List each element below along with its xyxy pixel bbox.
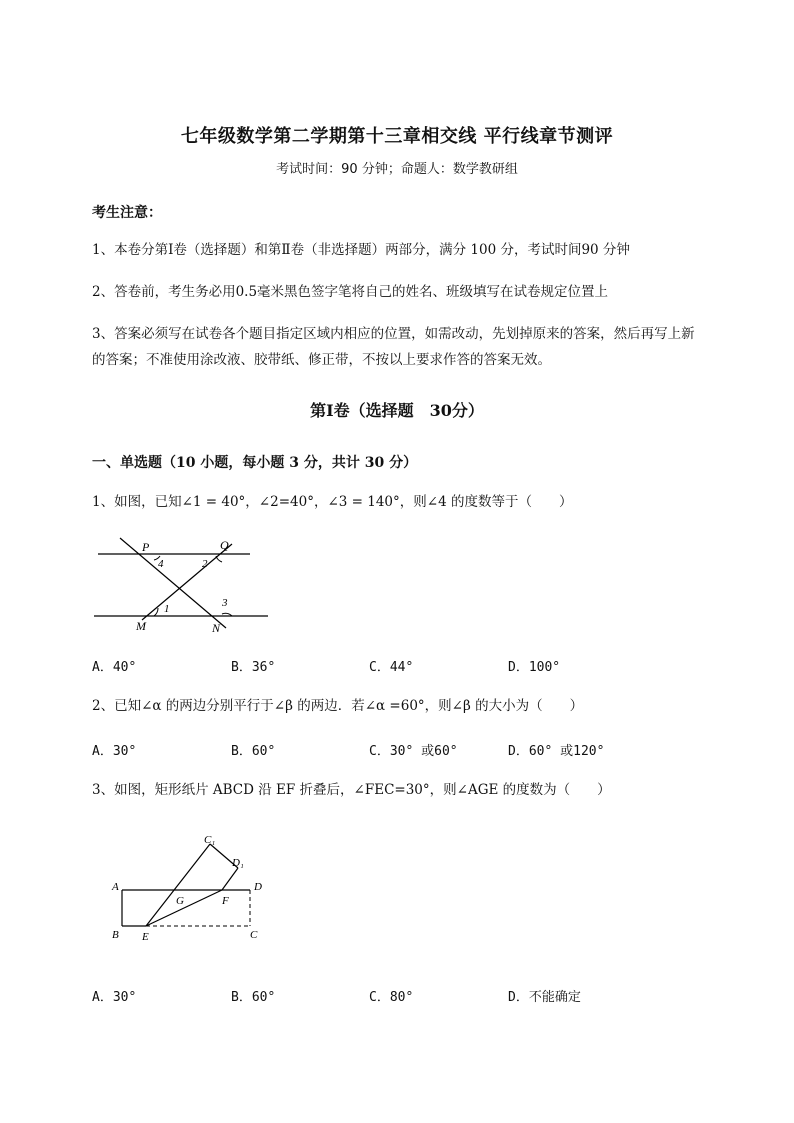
edge-ef (146, 890, 222, 926)
part-title: 一、单选题（10 小题，每小题 3 分，共计 30 分） (92, 455, 418, 471)
page-subtitle: 考试时间：90 分钟；命题人：数学教研组 (276, 162, 518, 177)
label-d: D (254, 881, 262, 893)
label-angle-1: 1 (164, 603, 170, 615)
label-angle-2: 2 (202, 558, 208, 570)
edge-ec1 (146, 844, 210, 926)
angle-2-arc (216, 556, 222, 562)
question-3-option-b[interactable]: B．60° (231, 990, 276, 1005)
question-3-figure (106, 830, 276, 946)
question-2-option-d[interactable]: D．60° 或120° (508, 744, 605, 759)
notice-item-3: 3、答案必须写在试卷各个题目指定区域内相应的位置，如需改动，先划掉原来的答案，然后再写上新 (92, 326, 695, 342)
line-mq (142, 544, 232, 620)
label-p: P (142, 540, 150, 554)
notice-item-2: 2、答卷前，考生务必用0.5毫米黑色签字笔将自己的姓名、班级填写在试卷规定位置上 (92, 284, 609, 300)
question-3-stem: 3、如图，矩形纸片 ABCD 沿 EF 折叠后，∠FEC=30°，则∠AGE 的度数为（ ） (92, 782, 611, 798)
question-1-option-a[interactable]: A．40° (92, 660, 137, 675)
question-2-option-c[interactable]: C．30° 或60° (369, 744, 458, 759)
question-2-option-b[interactable]: B．60° (231, 744, 276, 759)
label-a: A (112, 881, 119, 893)
question-1-stem: 1、如图，已知∠1 = 40°，∠2=40°，∠3 = 140°，则∠4 的度数等于（ ） (92, 494, 573, 510)
label-c: C (250, 929, 258, 941)
notice-heading: 考生注意： (92, 205, 162, 221)
line-pn (120, 538, 226, 628)
label-e: E (142, 931, 149, 943)
label-b: B (112, 929, 119, 941)
page-title: 七年级数学第二学期第十三章相交线 平行线章节测评 (180, 126, 614, 147)
notice-item-1: 1、本卷分第Ⅰ卷（选择题）和第Ⅱ卷（非选择题）两部分，满分 100 分，考试时间90 分钟 (92, 242, 630, 258)
question-1-option-b[interactable]: B．36° (231, 660, 276, 675)
section-title: 第Ⅰ卷（选择题 30分） (310, 401, 484, 420)
label-angle-4: 4 (158, 558, 164, 570)
label-g: G (176, 895, 184, 907)
question-2-option-a[interactable]: A．30° (92, 744, 137, 759)
question-3-option-a[interactable]: A．30° (92, 990, 137, 1005)
label-f: F (222, 895, 229, 907)
label-c1: C₁ (204, 834, 216, 846)
question-2-stem: 2、已知∠α 的两边分别平行于∠β 的两边．若∠α =60°，则∠β 的大小为（ ） (92, 698, 584, 714)
label-n: N (212, 621, 221, 634)
label-m: M (136, 619, 146, 633)
edge-d1f (222, 868, 238, 890)
question-1-option-d[interactable]: D．100° (508, 660, 561, 675)
notice-item-3-cont: 的答案；不准使用涂改液、胶带纸、修正带，不按以上要求作答的答案无效。 (92, 352, 551, 368)
question-1-option-c[interactable]: C．44° (369, 660, 414, 675)
label-angle-3: 3 (222, 597, 228, 609)
label-q: Q (220, 538, 229, 552)
question-3-option-d[interactable]: D．不能确定 (508, 990, 581, 1005)
label-d1: D₁ (232, 857, 244, 869)
question-1-figure (90, 530, 270, 634)
question-3-option-c[interactable]: C．80° (369, 990, 414, 1005)
